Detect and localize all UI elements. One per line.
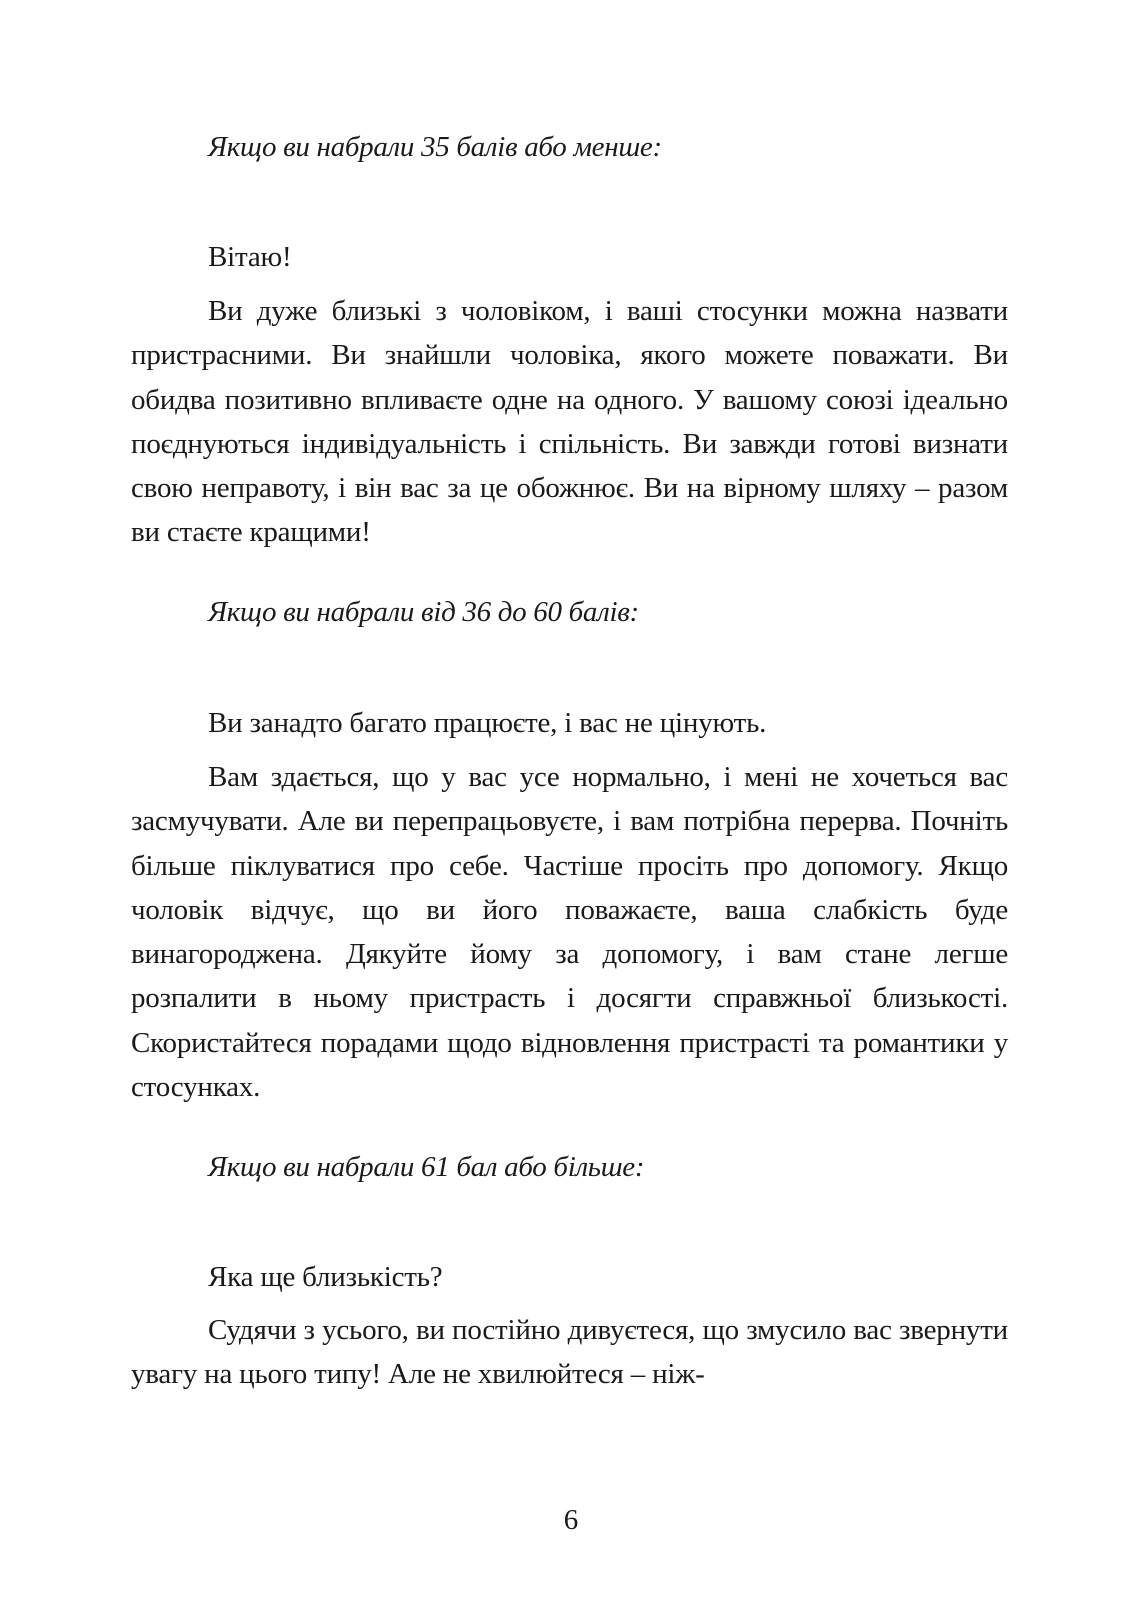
- section-paragraph: Ви дуже близькі з чоловіком, і ваші стосунки можна назвати пристрасними. Ви знайшли чоловіка, якого можете поважати. Ви обидва позитивно впливаєте одне на одного. У вашому союзі ідеально поєднуються індивідуальність і спільність. Ви завжди готові визнати свою неправоту, і він вас за це обожнює. Ви на вірному шляху – разом ви стаєте кращими!: [131, 295, 1008, 549]
- section-lead-greeting: Вітаю!: [208, 241, 292, 273]
- page-number: 6: [563, 1504, 579, 1536]
- section-body-3: [131, 1308, 1008, 1397]
- section-body-2: [131, 755, 1008, 1109]
- section-heading-score-35-or-less: Якщо ви набрали 35 балів або менше:: [208, 131, 662, 163]
- section-paragraph: Вам здається, що у вас усе нормально, і мені не хочеться вас засмучувати. Але ви перепрацьовуєте, і вам потрібна перерва. Почніть більше піклуватися про себе. Частіше просіть про допомогу. Якщо чоловік відчує, що ви його поважаєте, ваша слабкість буде винагороджена. Дякуйте йому за допомогу, і вам стане легше розпалити в ньому пристрасть і досягти справжньої близькості. Скористайтеся порадами щодо відновлення пристрасті та романтики у стосунках.: [131, 761, 1008, 1104]
- section-lead-overworked: Ви занадто багато працюєте, і вас не цінують.: [208, 707, 767, 739]
- section-body-1: [131, 289, 1008, 555]
- section-paragraph: Судячи з усього, ви постійно дивуєтеся, що змусило вас звернути увагу на цього типу! Але не хвилюйтеся – ніж-: [131, 1314, 1008, 1391]
- section-heading-score-36-to-60: Якщо ви набрали від 36 до 60 балів:: [208, 596, 639, 628]
- section-heading-score-61-or-more: Якщо ви набрали 61 бал або більше:: [208, 1151, 645, 1183]
- section-lead-intimacy: Яка ще близькість?: [208, 1261, 443, 1293]
